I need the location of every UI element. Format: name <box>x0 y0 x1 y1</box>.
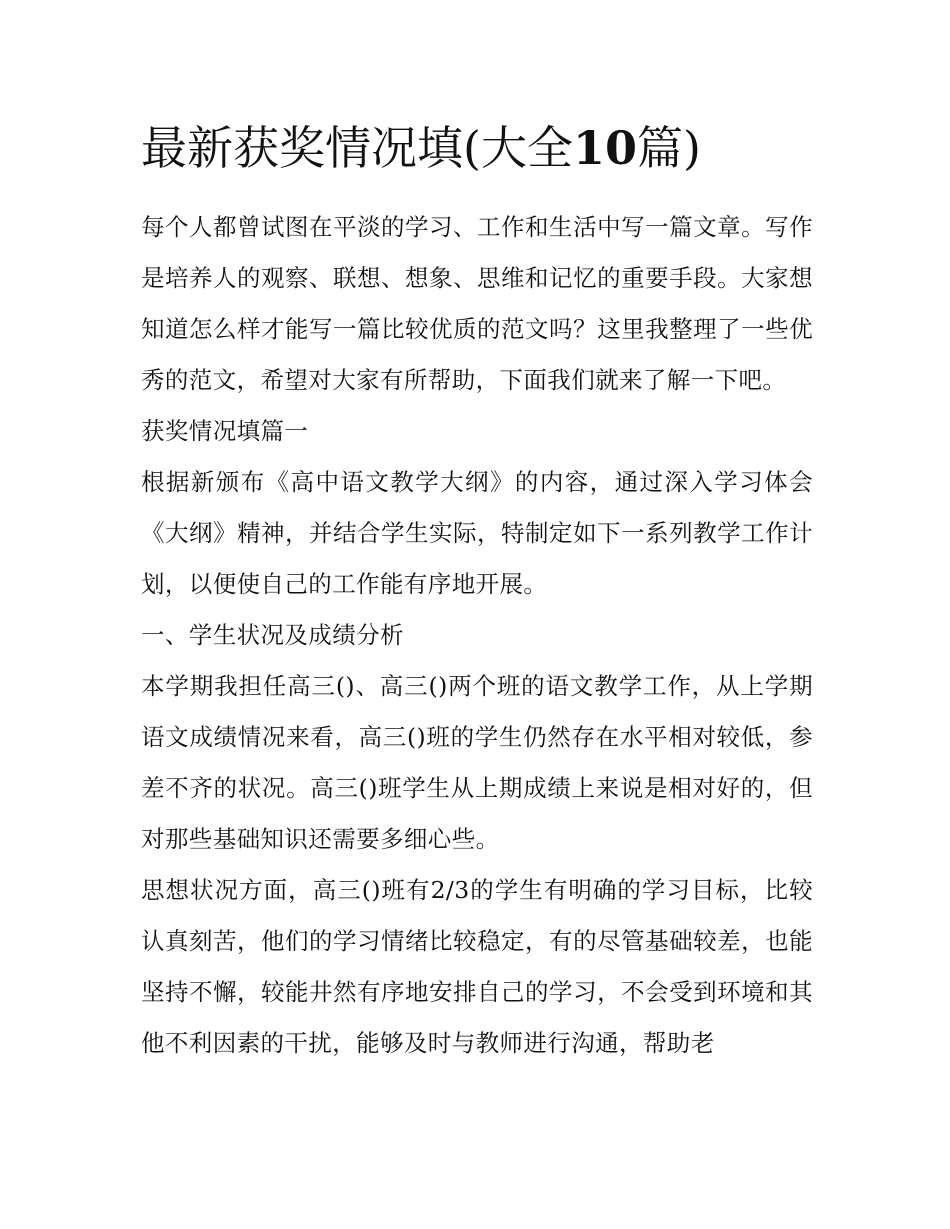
section-heading: 获奖情况填篇一 <box>141 417 309 445</box>
body-paragraph: 本学期我担任高三()、高三()两个班的语文教学工作，从上学期语文成绩情况来看，高三()班的学生仍然存在水平相对较低，参差不齐的状况。高三()班学生从上期成绩上来说是相对好的，但对那些基础知识还需要多细心些。 <box>141 672 813 853</box>
body-paragraph: 根据新颁布《高中语文教学大纲》的内容，通过深入学习体会《大纲》精神，并结合学生实际，特制定如下一系列教学工作计划，以便使自己的工作能有序地开展。 <box>141 468 813 598</box>
body-paragraph: 思想状况方面，高三()班有2/3的学生有明确的学习目标，比较认真刻苦，他们的学习情绪比较稳定，有的尽管基础较差，也能坚持不懈，较能井然有序地安排自己的学习，不会受到环境和其他不利因素的干扰，能够及时与教师进行沟通，帮助老 <box>141 876 813 1057</box>
subsection-heading: 一、学生状况及成绩分析 <box>141 621 404 649</box>
document-page <box>141 108 813 1069</box>
intro-paragraph: 每个人都曾试图在平淡的学习、工作和生活中写一篇文章。写作是培养人的观察、联想、想象、思维和记忆的重要手段。大家想知道怎么样才能写一篇比较优质的范文吗？这里我整理了一些优秀的范文，希望对大家有所帮助，下面我们就来了解一下吧。 <box>141 213 813 394</box>
document-title: 最新获奖情况填(大全10篇) <box>141 121 701 175</box>
